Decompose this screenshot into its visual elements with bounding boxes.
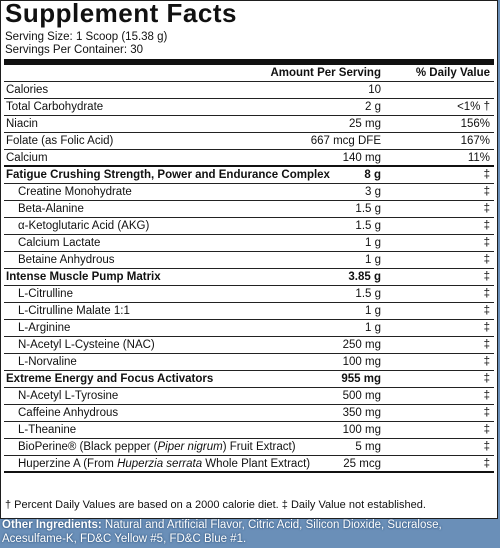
ingredient-row-name: Beta-Alanine — [18, 203, 84, 215]
blend-row-dv: ‡ — [483, 373, 490, 385]
ingredient-row — [4, 405, 494, 422]
ingredient-row-name: L-Citrulline — [18, 288, 73, 300]
ingredient-row-name: Calcium Lactate — [18, 237, 101, 249]
ingredient-row-dv: ‡ — [483, 339, 490, 351]
ingredient-row-dv: ‡ — [483, 237, 490, 249]
ingredient-row — [4, 303, 494, 320]
nutrient-row-name: Niacin — [6, 118, 38, 130]
blend-row-amount: 3.85 g — [348, 271, 381, 283]
ingredient-row — [4, 286, 494, 303]
nutrient-row — [4, 82, 494, 99]
ingredient-row-amount: 1 g — [365, 237, 381, 249]
nutrient-row — [4, 150, 494, 167]
ingredient-row-name: Betaine Anhydrous — [18, 254, 115, 266]
ingredient-row-name: L-Arginine — [18, 322, 71, 334]
ingredient-row-amount: 250 mg — [342, 339, 381, 351]
ingredient-row-amount: 350 mg — [342, 407, 381, 419]
nutrient-row-amount: 667 mcg DFE — [310, 135, 381, 147]
footnote: † Percent Daily Values are based on a 2000 calorie diet. ‡ Daily Value not established. — [5, 499, 426, 511]
blend-row-amount: 8 g — [364, 169, 381, 181]
ingredient-row-name: L-Citrulline Malate 1:1 — [18, 305, 130, 317]
table-header — [4, 65, 494, 82]
ingredient-row-name: N-Acetyl L-Tyrosine — [18, 390, 119, 402]
ingredient-row-amount: 1 g — [365, 254, 381, 266]
ingredient-row-name: Creatine Monohydrate — [18, 186, 132, 198]
blend-row-amount: 955 mg — [341, 373, 381, 385]
ingredient-row-dv: ‡ — [483, 220, 490, 232]
ingredient-row-name: BioPerine® (Black pepper (Piper nigrum) Fruit Extract) — [18, 441, 296, 453]
blend-row — [4, 269, 494, 286]
other-ingredients-label: Other Ingredients: — [2, 519, 102, 531]
ingredient-row-amount: 500 mg — [342, 390, 381, 402]
blend-row-dv: ‡ — [483, 169, 490, 181]
ingredient-row — [4, 337, 494, 354]
nutrient-row-dv: 11% — [467, 152, 490, 164]
ingredient-row-name: Huperzine A (From Huperzia serrata Whole Plant Extract) — [18, 458, 311, 470]
panel-title: Supplement Facts — [5, 0, 237, 28]
ingredient-row — [4, 218, 494, 235]
ingredient-row — [4, 184, 494, 201]
ingredient-row — [4, 354, 494, 371]
other-ingredients-text: Natural and Artificial Flavor, Citric Acid, Silicon Dioxide, Sucralose, Acesulfame-K, FD&C Yellow #5, FD&C Blue #1. — [2, 519, 442, 545]
blend-row-dv: ‡ — [483, 271, 490, 283]
servings-per-container: Servings Per Container: 30 — [5, 44, 144, 56]
other-ingredients — [2, 518, 498, 546]
nutrient-row-amount: 25 mg — [349, 118, 381, 130]
ingredient-row — [4, 456, 494, 473]
nutrient-row-name: Folate (as Folic Acid) — [6, 135, 114, 147]
ingredient-row-amount: 1.5 g — [355, 203, 381, 215]
header-dv: % Daily Value — [415, 67, 490, 79]
ingredient-row-dv: ‡ — [483, 322, 490, 334]
blend-row — [4, 371, 494, 388]
ingredient-row-name: L-Theanine — [18, 424, 77, 436]
ingredient-row-amount: 1 g — [365, 322, 381, 334]
ingredient-row — [4, 439, 494, 456]
blend-row-name: Fatigue Crushing Strength, Power and Endurance Complex — [6, 169, 330, 181]
nutrient-row-dv: 156% — [460, 118, 490, 130]
ingredient-row-amount: 100 mg — [342, 356, 381, 368]
ingredient-row-dv: ‡ — [483, 356, 490, 368]
nutrient-row-name: Total Carbohydrate — [6, 101, 104, 113]
nutrient-row — [4, 116, 494, 133]
ingredient-row-name: N-Acetyl L-Cysteine (NAC) — [18, 339, 155, 351]
ingredient-row-amount: 100 mg — [342, 424, 381, 436]
ingredient-row-name: L-Norvaline — [18, 356, 77, 368]
ingredient-row-dv: ‡ — [483, 424, 490, 436]
blend-row-name: Intense Muscle Pump Matrix — [6, 271, 161, 283]
ingredient-row — [4, 422, 494, 439]
ingredient-row-dv: ‡ — [483, 390, 490, 402]
nutrient-row-name: Calcium — [6, 152, 48, 164]
nutrient-row-name: Calories — [6, 84, 49, 96]
ingredient-row-name: Caffeine Anhydrous — [18, 407, 119, 419]
ingredient-row-dv: ‡ — [483, 288, 490, 300]
ingredient-row — [4, 320, 494, 337]
ingredient-row-amount: 1.5 g — [355, 288, 381, 300]
header-amount: Amount Per Serving — [270, 67, 381, 79]
nutrient-row-dv: 167% — [460, 135, 490, 147]
blend-row — [4, 167, 494, 184]
ingredient-row-amount: 5 mg — [355, 441, 381, 453]
ingredient-row-name: α-Ketoglutaric Acid (AKG) — [18, 220, 150, 232]
blend-row-name: Extreme Energy and Focus Activators — [6, 373, 214, 385]
ingredient-row-dv: ‡ — [483, 458, 490, 470]
nutrient-row — [4, 133, 494, 150]
ingredient-row — [4, 235, 494, 252]
ingredient-row-amount: 25 mcg — [343, 458, 381, 470]
ingredient-row-amount: 3 g — [365, 186, 381, 198]
nutrient-row-amount: 140 mg — [342, 152, 381, 164]
ingredient-row-amount: 1.5 g — [355, 220, 381, 232]
nutrient-row-dv: <1% † — [457, 101, 490, 113]
serving-size: Serving Size: 1 Scoop (15.38 g) — [5, 31, 168, 43]
nutrient-row-amount: 2 g — [365, 101, 381, 113]
ingredient-row — [4, 252, 494, 269]
ingredient-row-dv: ‡ — [483, 254, 490, 266]
ingredient-row-dv: ‡ — [483, 186, 490, 198]
ingredient-row-dv: ‡ — [483, 203, 490, 215]
ingredient-row-dv: ‡ — [483, 305, 490, 317]
nutrient-row — [4, 99, 494, 116]
ingredient-row — [4, 201, 494, 218]
nutrient-row-amount: 10 — [368, 84, 381, 96]
ingredient-row-dv: ‡ — [483, 441, 490, 453]
ingredient-row-amount: 1 g — [365, 305, 381, 317]
ingredient-row — [4, 388, 494, 405]
ingredient-row-dv: ‡ — [483, 407, 490, 419]
